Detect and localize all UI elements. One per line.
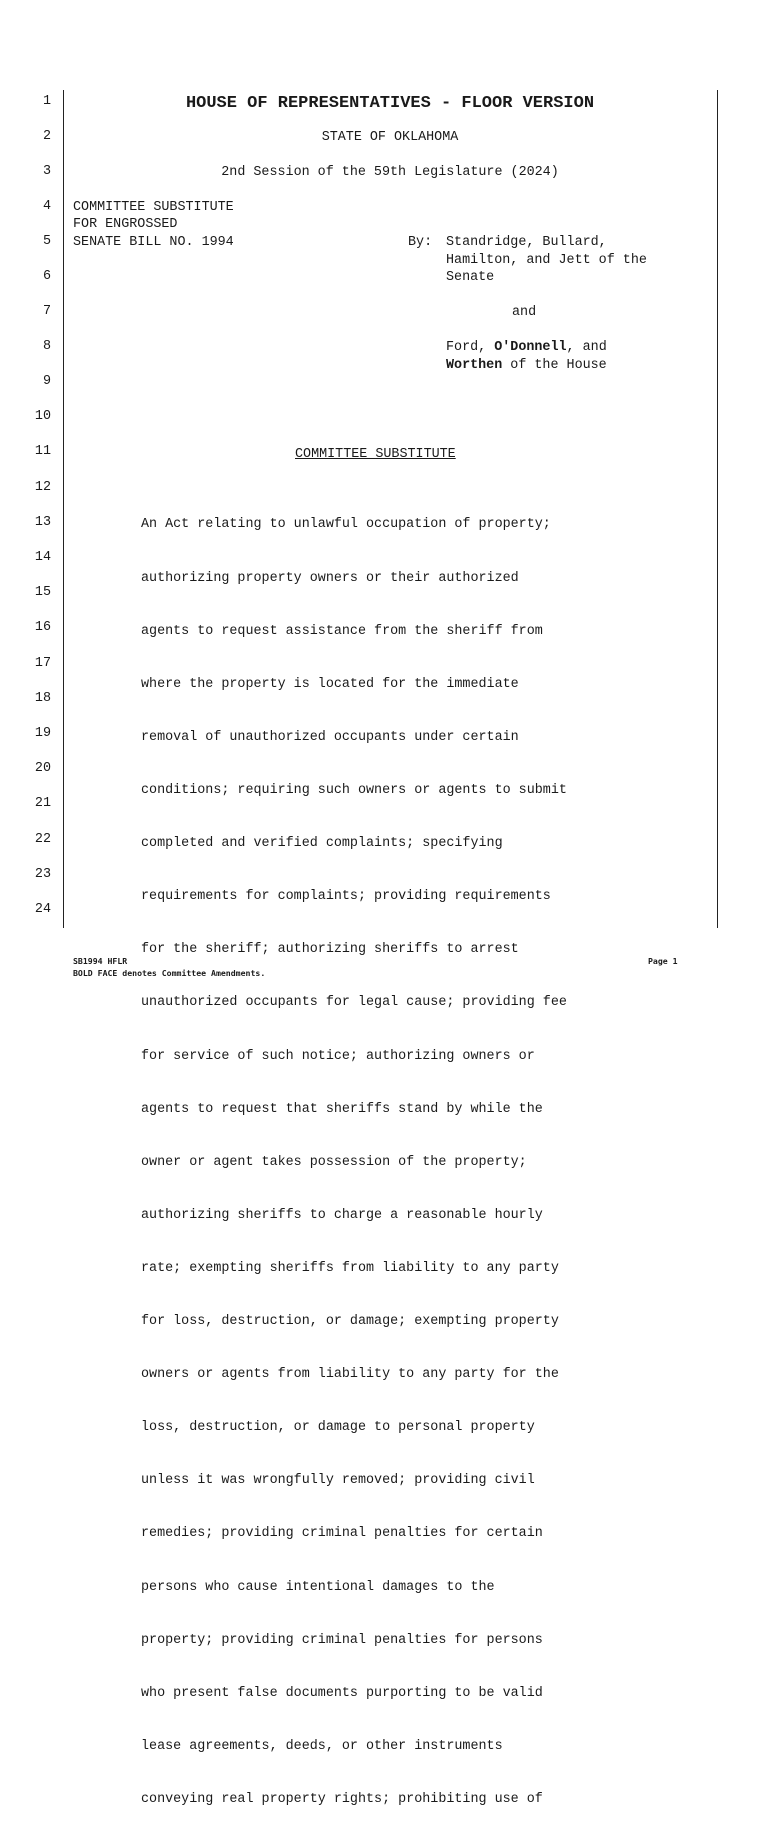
footer-note: BOLD FACE denotes Committee Amendments. <box>73 968 266 978</box>
line-number: 15 <box>34 585 51 600</box>
line-number: 22 <box>34 832 51 847</box>
house-author-odonnell: O'Donnell <box>494 340 567 355</box>
abstract-line: unauthorized occupants for legal cause; providing fee <box>141 995 567 1011</box>
line-number: 8 <box>42 339 51 354</box>
footer-page-number: Page 1 <box>648 956 678 966</box>
line-number: 13 <box>34 515 51 530</box>
line-number: 6 <box>42 269 51 284</box>
abstract-line: conditions; requiring such owners or agents to submit <box>141 782 567 798</box>
abstract-line: removal of unauthorized occupants under certain <box>141 729 519 745</box>
house-authors-mid: , and <box>566 340 607 355</box>
abstract-line: rate; exempting sheriffs from liability to any party <box>141 1260 559 1276</box>
abstract-line: agents to request that sheriffs stand by while the <box>141 1101 543 1117</box>
bill-designation-2: FOR ENGROSSED <box>73 217 178 232</box>
abstract-line: authorizing property owners or their authorized <box>141 570 519 586</box>
abstract-line: agents to request assistance from the sheriff from <box>141 623 543 639</box>
senate-authors-3: Senate <box>446 270 495 285</box>
abstract-line: owners or agents from liability to any party for the <box>141 1367 559 1383</box>
line-number: 2 <box>42 129 51 144</box>
line-number: 3 <box>42 164 51 179</box>
line-number: 14 <box>34 550 51 565</box>
house-authors-prefix: Ford, <box>446 340 495 355</box>
line-number: 12 <box>34 480 51 495</box>
line-number: 20 <box>34 761 51 776</box>
house-authors-2 <box>446 357 607 375</box>
abstract-line: loss, destruction, or damage to personal property <box>141 1420 535 1436</box>
senate-authors-1: Standridge, Bullard, <box>446 235 607 250</box>
line-number: 4 <box>42 199 51 214</box>
abstract-line: property; providing criminal penalties for persons <box>141 1632 543 1648</box>
and-line: and <box>512 305 537 320</box>
bill-designation-3: SENATE BILL NO. 1994 <box>73 235 234 250</box>
line-number: 19 <box>34 726 51 741</box>
line-number: 21 <box>34 796 51 811</box>
senate-authors-2: Hamilton, and Jett of the <box>446 253 647 268</box>
abstract-line: unless it was wrongfully removed; providing civil <box>141 1473 535 1489</box>
abstract-line: owner or agent takes possession of the property; <box>141 1154 527 1170</box>
house-authors-1 <box>446 339 607 357</box>
line-number: 9 <box>42 374 51 389</box>
abstract-line: where the property is located for the immediate <box>141 676 519 692</box>
line-number: 24 <box>34 902 51 917</box>
line-number: 11 <box>34 444 51 459</box>
line-number: 7 <box>42 304 51 319</box>
line-number: 5 <box>42 234 51 249</box>
abstract-line: remedies; providing criminal penalties for certain <box>141 1526 543 1542</box>
line-number: 16 <box>34 620 51 635</box>
bill-designation-1: COMMITTEE SUBSTITUTE <box>73 200 234 215</box>
line-number: 18 <box>34 691 51 706</box>
abstract-line: lease agreements, deeds, or other instruments <box>141 1738 503 1754</box>
abstract-line: completed and verified complaints; specifying <box>141 836 503 852</box>
house-authors-suffix: of the House <box>502 358 607 373</box>
abstract-line: persons who cause intentional damages to the <box>141 1579 495 1595</box>
state-line: STATE OF OKLAHOMA <box>321 130 459 145</box>
footer-doc-id: SB1994 HFLR <box>73 956 128 966</box>
session-line: 2nd Session of the 59th Legislature (2024) <box>221 165 559 180</box>
section-heading: COMMITTEE SUBSTITUTE <box>295 447 456 462</box>
line-number: 17 <box>34 656 51 671</box>
abstract-line: requirements for complaints; providing requirements <box>141 889 551 905</box>
abstract-line: who present false documents purporting to be valid <box>141 1685 543 1701</box>
house-author-worthen: Worthen <box>446 358 503 373</box>
line-number: 1 <box>42 94 51 109</box>
abstract-line: conveying real property rights; prohibiting use of <box>141 1792 543 1808</box>
abstract-line: for loss, destruction, or damage; exempting property <box>141 1314 559 1330</box>
right-margin-rule <box>717 90 718 928</box>
left-margin-rule <box>63 90 64 928</box>
footer-left <box>73 955 265 979</box>
line-number: 10 <box>34 409 51 424</box>
abstract-line: for the sheriff; authorizing sheriffs to arrest <box>141 942 519 958</box>
abstract-line: An Act relating to unlawful occupation of property; <box>141 517 551 533</box>
abstract-line: for service of such notice; authorizing owners or <box>141 1048 535 1064</box>
act-abstract <box>141 481 567 1844</box>
by-label: By: <box>408 235 433 250</box>
line-number: 23 <box>34 867 51 882</box>
abstract-line: authorizing sheriffs to charge a reasonable hourly <box>141 1207 543 1223</box>
page-title: HOUSE OF REPRESENTATIVES - FLOOR VERSION <box>185 94 595 113</box>
